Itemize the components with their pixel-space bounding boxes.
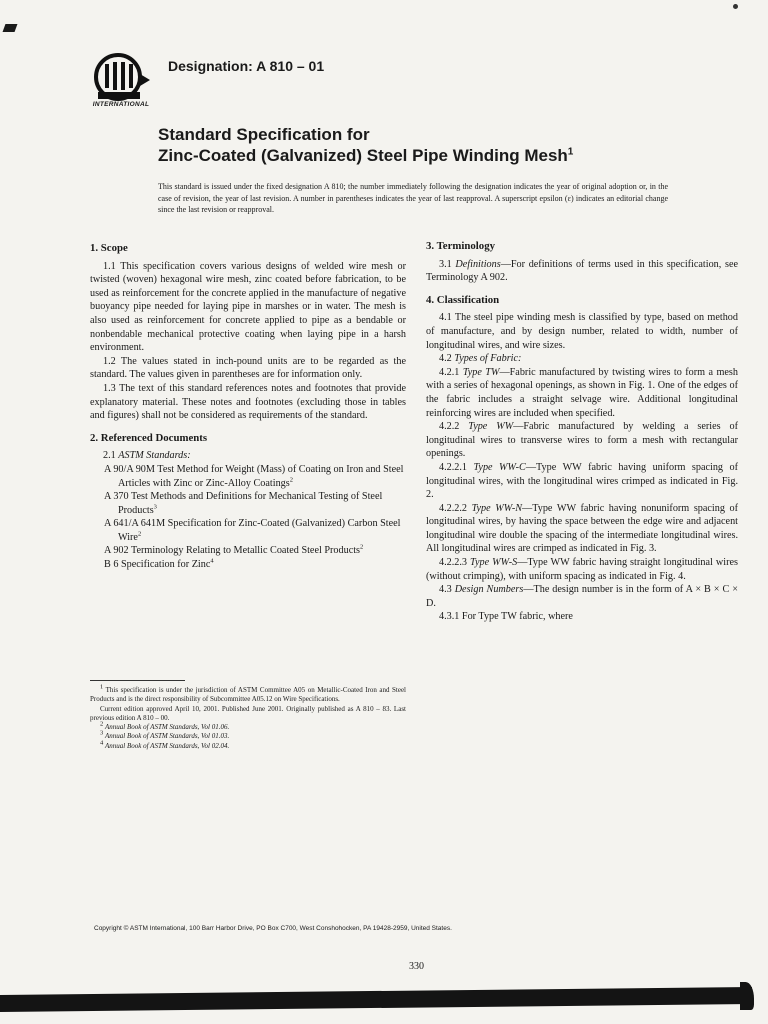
left-column	[90, 242, 406, 572]
paragraph-1-2: 1.2 The values stated in inch-pound units are to be regarded as the standard. The values given in parentheses are for information only.	[90, 355, 406, 381]
paragraph-4-2-2-2: 4.2.2.2 Type WW-N—Type WW fabric having nonuniform spacing of longitudinal wires, by having the space between the edge wire and adjacent longitudinal wire double the spacing of the intermediate longitudinal wires. All longitudinal wires are crimped as indicated in Fig. 3.	[426, 502, 739, 555]
paragraph-4-3-1: 4.3.1 For Type TW fabric, where	[439, 611, 573, 623]
reference-a902: A 902 Terminology Relating to Metallic Coated Steel Products$^2$	[104, 544, 364, 557]
page-number: 330	[409, 961, 424, 972]
paragraph-4-2: 4.2 Types of Fabric:	[439, 353, 522, 365]
paragraph-4-2-2-1: 4.2.2.1 Type WW-C—Type WW fabric having uniform spacing of longitudinal wires, with the longitudinal wires crimped as indicated in Fig. 2.	[426, 461, 738, 501]
footnote-divider	[90, 680, 185, 681]
paragraph-1-3: 1.3 The text of this standard references notes and footnotes that provide explanatory material. These notes and footnotes (excluding those in tables and figures) shall not be considered as requirements of the standard.	[90, 382, 406, 422]
reference-a90: A 90/A 90M Test Method for Weight (Mass) of Coating on Iron and Steel Articles with Zinc or Zinc-Alloy Coatings$^2$	[104, 463, 404, 489]
right-column	[426, 240, 738, 624]
section-heading-scope: 1. Scope	[90, 242, 128, 254]
designation: Designation: A 810 – 01	[168, 58, 325, 74]
footnote-4: $^4$ Annual Book of ASTM Standards, Vol 02.04.	[100, 739, 230, 750]
paragraph-4-2-1: 4.2.1 Type TW—Fabric manufactured by twisting wires to form a mesh with a series of hexagonal openings, as shown in Fig. 1. One of the edges of the fabric includes a straight selvage wire. Additional longitudinal reinforcing wires are included when specified.	[426, 366, 738, 419]
paragraph-4-3: 4.3 Design Numbers—The design number is in the form of A × B × C × D.	[426, 584, 738, 609]
scan-corner-mark	[3, 24, 18, 32]
title-line-2: Zinc-Coated (Galvanized) Steel Pipe Winding Mesh$^1$	[158, 146, 574, 165]
section-heading-classification: 4. Classification	[426, 293, 500, 306]
footnotes	[90, 683, 406, 751]
paragraph-4-2-2: 4.2.2 Type WW—Fabric manufactured by welding a series of longitudinal wires to transverse wires to form a mesh with rectangular openings.	[426, 421, 738, 460]
footnote-2: $^2$ Annual Book of ASTM Standards, Vol 01.06.	[100, 720, 230, 732]
document-title	[158, 124, 573, 166]
footnote-1: $^1$ This specification is under the jurisdiction of ASTM Committee A05 on Metallic-Coated Iron and Steel Products and is the direct responsibility of Subcommittee A05.12 on Wire Specifications.	[90, 683, 406, 704]
paragraph-1-1: 1.1 This specification covers various designs of welded wire mesh or twisted (woven) hexagonal wire mesh, zinc coated before fabrication, to be used as reinforcement for the concrete applied in the manufacture of negative buoyancy pipe needed for laying pipe in marshes or in water. The mesh is also used as reinforcement for concrete applied to pipe as a bendable or nonbendable mechanical protective coating when laying pipe in a harsh environment.	[90, 260, 406, 354]
paragraph-3-1: 3.1 Definitions—For definitions of terms used in this specification, see Terminology A 902.	[426, 258, 738, 284]
section-heading-terminology: 3. Terminology	[426, 240, 495, 252]
footnote-3: $^3$ Annual Book of ASTM Standards, Vol 01.03.	[100, 730, 230, 741]
title-footnote-mark: 1	[567, 146, 574, 158]
reference-a370: A 370 Test Methods and Definitions for Mechanical Testing of Steel Products$^3$	[104, 491, 383, 516]
scan-dot-mark	[733, 4, 738, 9]
paragraph-4-2-2-3: 4.2.2.3 Type WW-S—Type WW fabric having straight longitudinal wires (without crimping), with uniform spacing as indicated in Fig. 4.	[426, 557, 738, 582]
standard-intro-note: This standard is issued under the fixed designation A 810; the number immediately following the designation indicates the year of original adoption or, in the case of revision, the year of last revision. A number in parentheses indicates the year of last reapproval. A superscript epsilon (ε) indicates an editorial change since the last revision or reapproval.	[158, 182, 668, 214]
footnote-1-edition: Current edition approved April 10, 2001. Published June 2001. Originally published as A 810 – 83. Last previous edition A 810 – 00.	[90, 704, 406, 722]
reference-b6: B 6 Specification for Zinc$^4$	[104, 557, 214, 571]
copyright-line: Copyright © ASTM International, 100 Barr Harbor Drive, PO Box C700, West Conshohocken, PA 19428-2959, United States.	[94, 925, 452, 932]
title-line-1: Standard Specification for	[158, 125, 370, 144]
paragraph-4-1: 4.1 The steel pipe winding mesh is classified by type, based on method of manufacture, and by design number, related to width, number of longitudinal wires, and wire sizes.	[426, 312, 738, 351]
logo-wordmark: INTERNATIONAL	[92, 101, 150, 108]
reference-a641: A 641/A 641M Specification for Zinc-Coated (Galvanized) Carbon Steel Wire$^2$	[104, 518, 401, 543]
scan-bottom-edge	[0, 987, 752, 1012]
section-heading-referenced-documents: 2. Referenced Documents	[90, 431, 208, 444]
paragraph-2-1: 2.1 ASTM Standards:	[103, 450, 191, 462]
